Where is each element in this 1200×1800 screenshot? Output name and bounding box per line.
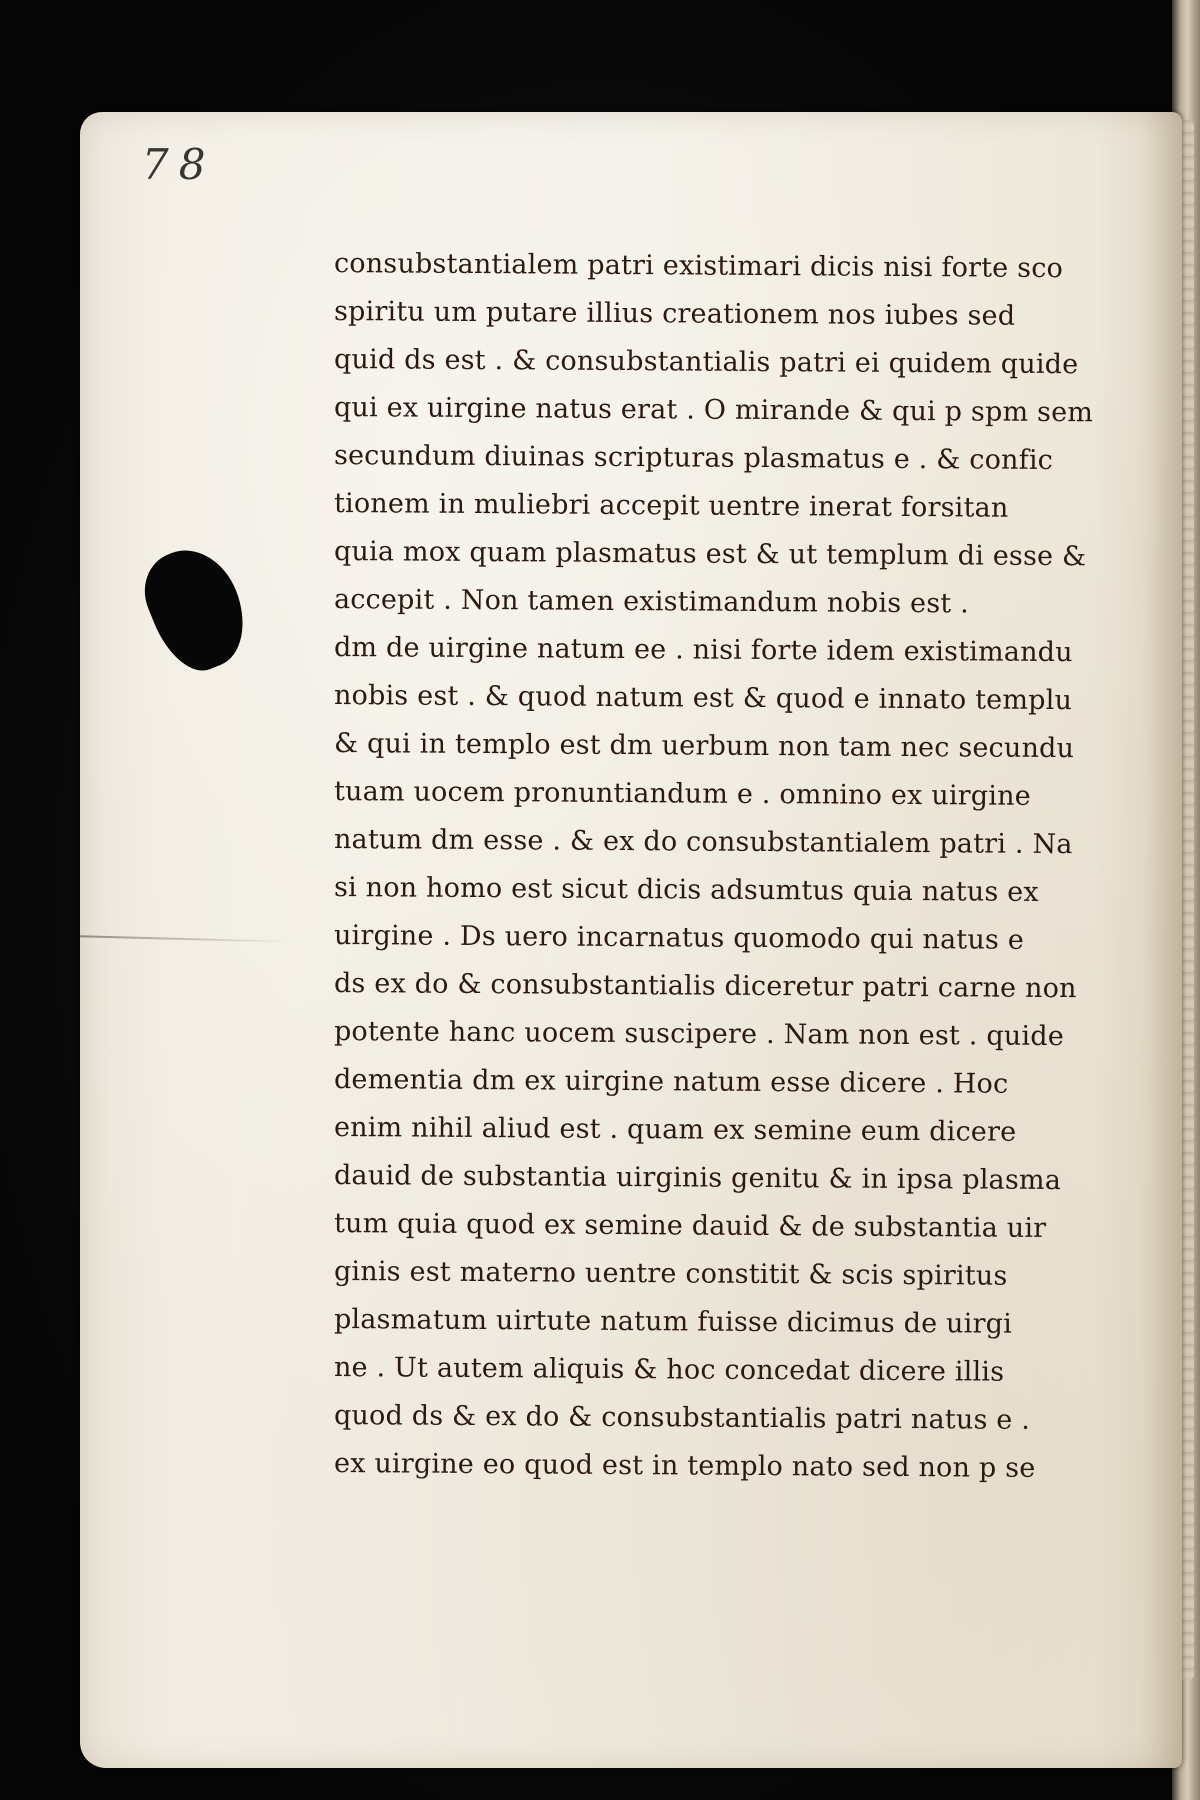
text-line: accepit . Non tamen existimandum nobis est . (333, 584, 970, 620)
parchment-crease (80, 935, 290, 942)
text-line: si non homo est sicut dicis adsumtus quia natus ex (333, 872, 1039, 908)
text-line: ex uirgine eo quod est in templo nato sed non p se (333, 1448, 1036, 1484)
text-line: & qui in templo est dm uerbum non tam nec secundu (333, 728, 1075, 765)
text-line: natum dm esse . & ex do consubstantialem patri . Na (333, 824, 1073, 861)
parchment-page (80, 112, 1182, 1768)
text-line: tionem in muliebri accepit uentre inerat forsitan (333, 488, 1009, 524)
text-line: dm de uirgine natum ee . nisi forte idem existimandu (333, 632, 1073, 669)
text-line: ginis est materno uentre constitit & scis spiritus (333, 1256, 1008, 1292)
text-line: nobis est . & quod natum est & quod e innato templu (333, 680, 1073, 717)
text-line: tum quia quod ex semine dauid & de substantia uir (333, 1208, 1047, 1244)
text-line: uirgine . Ds uero incarnatus quomodo qui natus e (333, 920, 1025, 956)
text-line: quod ds & ex do & consubstantialis patri natus e . (333, 1400, 1031, 1436)
text-line: secundum diuinas scripturas plasmatus e . & confic (333, 440, 1054, 477)
text-line: ds ex do & consubstantialis diceretur patri carne non (333, 968, 1077, 1005)
text-block (334, 240, 1134, 1488)
text-line: enim nihil aliud est . quam ex semine eum dicere (333, 1112, 1017, 1148)
text-line: quid ds est . & consubstantialis patri ei quidem quide (333, 344, 1079, 381)
folio-number: 78 (142, 140, 216, 189)
gutter-shade (1142, 112, 1182, 1768)
parchment-hole (132, 536, 259, 682)
text-line: plasmatum uirtute natum fuisse dicimus de uirgi (333, 1304, 1013, 1340)
text-line: tuam uocem pronuntiandum e . omnino ex uirgine (333, 776, 1032, 812)
text-line: ne . Ut autem aliquis & hoc concedat dicere illis (333, 1352, 1005, 1388)
text-line: qui ex uirgine natus erat . O mirande & qui p spm sem (333, 392, 1094, 429)
text-line: consubstantialem patri existimari dicis nisi forte sco (333, 248, 1064, 285)
text-line: spiritu um putare illius creationem nos iubes sed (333, 296, 1016, 332)
text-line: dementia dm ex uirgine natum esse dicere . Hoc (333, 1064, 1009, 1100)
text-line: potente hanc uocem suscipere . Nam non est . quide (333, 1016, 1065, 1053)
text-line: dauid de substantia uirginis genitu & in ipsa plasma (333, 1160, 1062, 1197)
text-line: quia mox quam plasmatus est & ut templum di esse & (333, 536, 1087, 573)
